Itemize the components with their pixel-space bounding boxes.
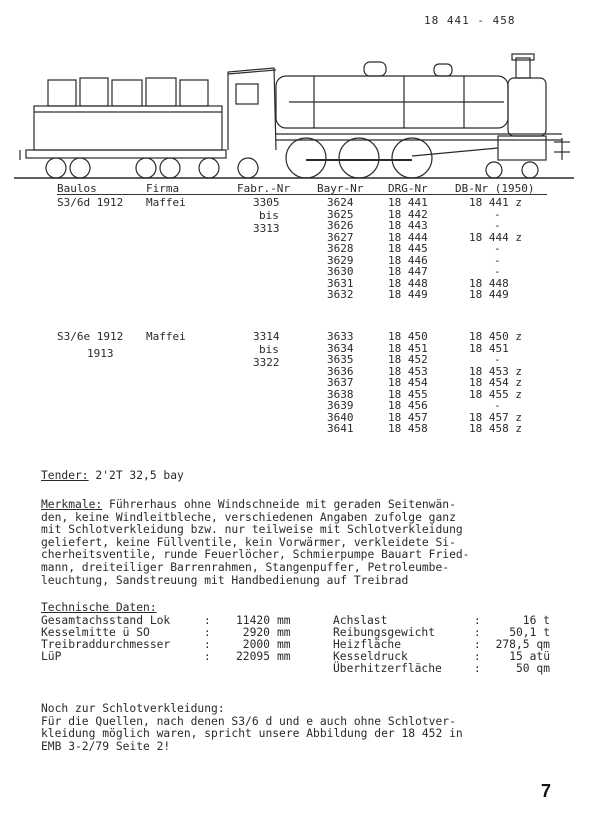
bayr-nr-cell: 3632	[327, 288, 354, 301]
merkmale-line: leuchtung, Sandstreuung mit Handbedienung auf Treibrad	[41, 573, 409, 587]
db-nr-cell: 18 457 z	[469, 410, 522, 424]
bayr-nr-cell: 3627	[327, 230, 354, 244]
bayr-nr-cell: 3630	[327, 265, 354, 278]
tech-left-value: 22095	[235, 650, 270, 663]
db-nr-cell: 18 455 z	[469, 387, 522, 401]
db-nr-cell: 18 450 z	[469, 330, 522, 343]
drg-nr-cell: 18 452	[388, 353, 428, 366]
db-nr-cell: 18 449	[469, 288, 509, 301]
tech-right-colon: :	[474, 614, 481, 627]
group2-baulos-year: 1913	[87, 347, 114, 360]
tender-value: 2'2T 32,5 bay	[88, 469, 184, 482]
tech-right-colon: :	[474, 650, 481, 663]
group1-fabr-end: 3313	[253, 222, 280, 235]
table-header-rule	[57, 194, 547, 195]
tech-right-colon: :	[474, 626, 481, 639]
note-line: Noch zur Schlotverkleidung:	[41, 702, 225, 715]
bayr-nr-cell: 3638	[327, 387, 354, 401]
tech-left-label: Kesselmitte ü SO	[41, 626, 150, 639]
note-line: kleidung möglich waren, spricht unsere Abbildung der 18 452 in	[41, 727, 463, 741]
db-nr-cell: 18 444 z	[469, 230, 522, 244]
tech-left-unit: mm	[277, 626, 291, 639]
db-nr-cell: -	[494, 219, 501, 232]
bayr-nr-cell: 3641	[327, 422, 354, 435]
bayr-nr-cell: 3633	[327, 330, 354, 343]
note-line: Für die Quellen, nach denen S3/6 d und e auch ohne Schlotver-	[41, 714, 456, 728]
drg-nr-cell: 18 444	[388, 230, 428, 244]
merkmale-paragraph	[41, 499, 469, 587]
db-nr-cell: -	[494, 207, 501, 221]
merkmale-line: mit Schlotverkleidung bzw. nur teilweise mit Schlotverkleidung	[41, 523, 463, 537]
drg-nr-cell: 18 447	[388, 265, 428, 278]
db-nr-cell: 18 453 z	[469, 364, 522, 378]
tech-right-label: Überhitzerfläche	[333, 662, 442, 675]
tech-left-unit: mm	[277, 614, 291, 627]
table-header-db-nr: DB-Nr (1950)	[455, 182, 535, 195]
group2-fabr-bis: bis	[259, 343, 279, 356]
group1-firma: Maffei	[146, 196, 186, 209]
note-line: EMB 3-2/79 Seite 2!	[41, 739, 171, 753]
bayr-nr-cell: 3626	[327, 219, 354, 232]
db-nr-cell: -	[494, 399, 501, 412]
tech-right-value: 50,1 t	[509, 626, 550, 639]
drg-nr-cell: 18 442	[388, 207, 428, 221]
db-nr-cell: 18 448	[469, 276, 509, 290]
technical-data-title: Technische Daten:	[41, 601, 157, 614]
merkmale-line: Führerhaus ohne Windschneide mit geraden Seitenwän-	[102, 498, 456, 511]
bayr-nr-cell: 3640	[327, 410, 354, 424]
merkmale-label: Merkmale:	[41, 498, 103, 511]
table-header-bayr-nr: Bayr-Nr	[317, 182, 364, 195]
drg-nr-cell: 18 441	[388, 196, 428, 209]
tech-left-value: 2920	[242, 626, 270, 639]
db-nr-cell: -	[494, 353, 501, 366]
drg-nr-cell: 18 449	[388, 288, 428, 301]
group1-baulos: S3/6d 1912	[57, 196, 124, 209]
tech-right-colon: :	[474, 638, 481, 651]
db-nr-cell: 18 451	[469, 341, 509, 355]
merkmale-line: den, keine Windleitbleche, verschiedenen Angaben zufolge ganz	[41, 510, 456, 524]
drg-nr-cell: 18 458	[388, 422, 428, 435]
drg-nr-cell: 18 451	[388, 341, 428, 355]
bayr-nr-cell: 3637	[327, 376, 354, 389]
tech-left-label: Treibraddurchmesser	[41, 638, 171, 651]
db-nr-cell: 18 454 z	[469, 376, 522, 389]
drg-nr-cell: 18 454	[388, 376, 428, 389]
tech-right-colon: :	[474, 662, 481, 675]
bayr-nr-cell: 3625	[327, 207, 354, 221]
tech-left-value: 2000	[242, 638, 270, 651]
tech-right-value: 278,5 qm	[495, 638, 550, 651]
locomotive-drawing	[14, 50, 574, 185]
tech-right-value: 16 t	[522, 614, 550, 627]
group2-firma: Maffei	[146, 330, 186, 343]
bayr-nr-cell: 3631	[327, 276, 354, 290]
drg-nr-cell: 18 446	[388, 253, 428, 267]
bayr-nr-cell: 3629	[327, 253, 354, 267]
merkmale-line: geliefert, keine Füllventile, kein Vorwärmer, verkleidete Si-	[41, 535, 456, 549]
page-number: 7	[541, 781, 552, 801]
tech-left-colon: :	[204, 614, 211, 627]
bayr-nr-cell: 3635	[327, 353, 354, 366]
bayr-nr-cell: 3636	[327, 364, 354, 378]
db-nr-cell: -	[494, 253, 501, 267]
tender-line	[41, 470, 184, 483]
tender-label: Tender:	[41, 469, 89, 482]
bayr-nr-cell: 3628	[327, 242, 354, 255]
tech-right-label: Achslast	[333, 614, 388, 627]
tech-right-label: Reibungsgewicht	[333, 626, 436, 639]
drg-nr-cell: 18 453	[388, 364, 428, 378]
group1-fabr-start: 3305	[253, 196, 280, 209]
group2-fabr-start: 3314	[253, 330, 280, 343]
table-header-baulos: Baulos	[57, 182, 97, 195]
tech-right-value: 15 atü	[509, 650, 550, 663]
drg-nr-cell: 18 456	[388, 399, 428, 412]
tech-left-label: LüP	[41, 650, 62, 663]
drg-nr-cell: 18 457	[388, 410, 428, 424]
tech-left-colon: :	[204, 626, 211, 639]
drg-nr-cell: 18 450	[388, 330, 428, 343]
db-nr-cell: 18 458 z	[469, 422, 522, 435]
group2-baulos: S3/6e 1912	[57, 330, 124, 343]
db-nr-cell: -	[494, 242, 501, 255]
db-nr-cell: 18 441 z	[469, 196, 522, 209]
bayr-nr-cell: 3639	[327, 399, 354, 412]
tech-right-label: Kesseldruck	[333, 650, 408, 663]
tech-left-colon: :	[204, 650, 211, 663]
table-header-firma: Firma	[146, 182, 180, 195]
bayr-nr-cell: 3624	[327, 196, 354, 209]
tech-left-unit: mm	[277, 638, 291, 651]
drg-nr-cell: 18 455	[388, 387, 428, 401]
tech-left-unit: mm	[277, 650, 291, 663]
bayr-nr-cell: 3634	[327, 341, 354, 355]
tech-right-value: 50 qm	[515, 662, 550, 675]
tech-right-label: Heizfläche	[333, 638, 402, 651]
group1-fabr-bis: bis	[259, 209, 279, 222]
drg-nr-cell: 18 445	[388, 242, 428, 255]
page-header-number-range: 18 441 - 458	[424, 14, 516, 27]
table-header-drg-nr: DRG-Nr	[388, 182, 428, 195]
group2-fabr-end: 3322	[253, 356, 280, 369]
drg-nr-cell: 18 443	[388, 219, 428, 232]
merkmale-line: cherheitsventile, runde Feuerlöcher, Schmierpumpe Bauart Fried-	[41, 548, 470, 562]
tech-left-value: 11420	[235, 614, 270, 627]
drg-nr-cell: 18 448	[388, 276, 428, 290]
table-header-fabr-nr: Fabr.-Nr	[237, 182, 290, 195]
chimney-note	[41, 703, 463, 753]
tech-left-colon: :	[204, 638, 211, 651]
db-nr-cell: -	[494, 265, 501, 278]
tech-left-label: Gesamtachsstand Lok	[41, 614, 171, 627]
merkmale-line: mann, dreiteiliger Barrenrahmen, Stangenpuffer, Petroleumbe-	[41, 560, 450, 574]
